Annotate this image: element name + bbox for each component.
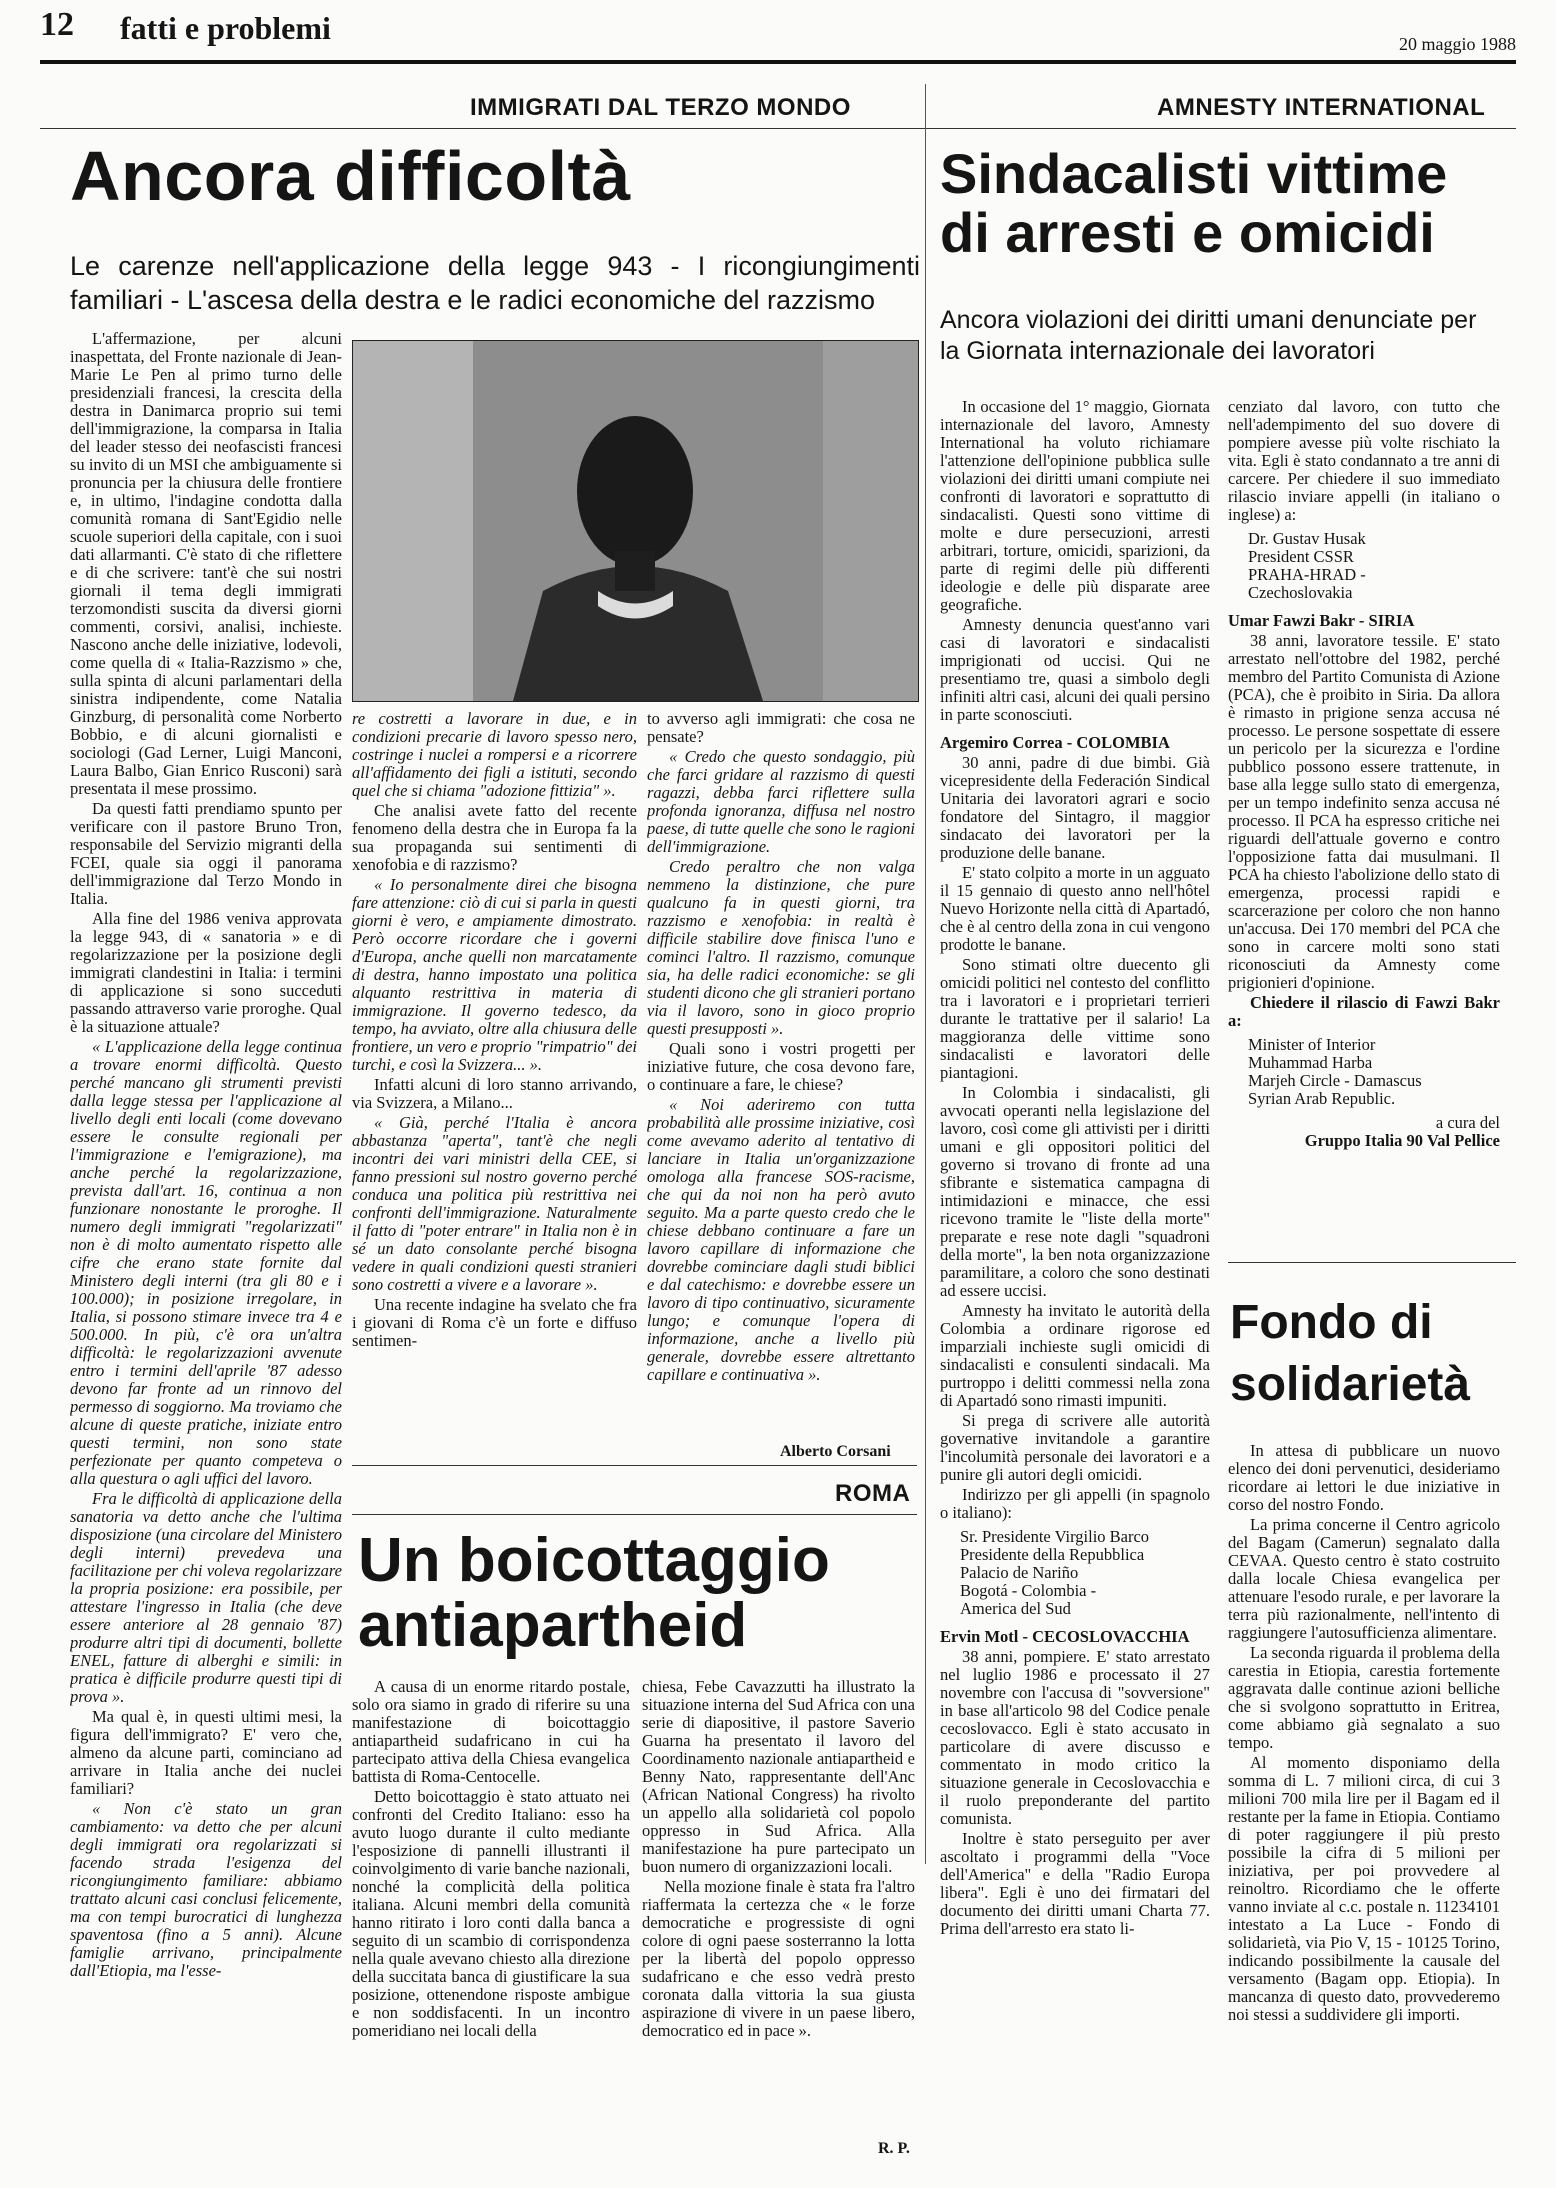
amnesty-credit-prefix: a cura del xyxy=(1435,1113,1500,1132)
paragraph: In occasione del 1° maggio, Giornata internazionale del lavoro, Amnesty International ha voluto richiamare l'attenzione dell'opinione pubblica sulle violazioni dei diritti umani compiute nei confronti di lavoratori e soprattutto di sindacalisti. Questi sono vittime di molte e dure persecuzioni, arresti arbitrari, torture, omicidi, sparizioni, da parte di regimi delle più differenti ideologie e delle più disparate aree geografiche. xyxy=(940,398,1210,614)
paragraph: La seconda riguarda il problema della carestia in Etiopia, carestia fortemente aggravata dalle continue azioni belliche che si svolgono soprattutto in Eritrea, come abbiamo già segnalato a suo tempo. xyxy=(1228,1643,1500,1752)
paragraph: Da questi fatti prendiamo spunto per verificare con il pastore Bruno Tron, responsabile del Servizio migranti della FCEI, quale sia oggi il panorama dell'immigrazione dal Terzo Mondo in Italia. xyxy=(70,799,342,908)
immigrati-column-1 xyxy=(70,330,342,2170)
paragraph: Detto boicottaggio è stato attuato nei confronti del Credito Italiano: esso ha avuto luogo durante il culto mediante l'esposizione di pannelli illustranti il coinvolgimento di varie banche nazionali, nonché la complicità della politica italiana. Alcuni membri della comunità hanno ritirato i loro conti dalla banca a seguito di un scambio di corrispondenza nella quale avevano chiesto alla direzione della succitata banca di giustificare la sua posizione, ottenendone risposte ambigue e non soddisfacenti. In un incontro pomeridiano nei locali della xyxy=(352,1787,630,2040)
address-line: Minister of Interior xyxy=(1248,1035,1376,1054)
paragraph: « L'applicazione della legge continua a trovare enormi difficoltà. Questo perché mancano gli strumenti previsti dalla legge stessa per l'applicazione al livello degli enti locali (come dovevano essere le consulte regionali per l'immigrazione e l'emigrazione), ma anche perché la regolarizzazione, prevista dall'art. 16, continua a non funzionare nonostante le proroghe. Il numero degli immigrati "regolarizzati" non è di molto aumentato rispetto alle cifre che erano state fornite dal Ministero degli interni (tra gli 80 e i 100.000); in posizione irregolare, in Italia, si possono stimare invece tra 4 e 500.000. In più, c'è ora un'altra difficoltà: le regolarizzazioni avvenute entro i termini dell'aprile '87 adesso devono far fronte ad un rinnovo del permesso di soggiorno. Ma troviamo che alcune di queste pratiche, iniziate entro questi termini, non sono state perfezionate per quanto competeva o alla questura o agli uffici del lavoro. xyxy=(70,1037,342,1488)
paragraph: Che analisi avete fatto del recente fenomeno della destra che in Europa fa la sua propaganda sui sentimenti di xenofobia e di razzismo? xyxy=(352,801,637,874)
section-title: fatti e problemi xyxy=(120,10,331,46)
paragraph: 38 anni, lavoratore tessile. E' stato arrestato nell'ottobre del 1982, perché membro del Partito Comunista di Azione (PCA), che è proibito in Siria. Da allora è rimasto in prigione senza accusa né processo. Le persone sospettate di essere un pericolo per la sicurezza e l'ordine pubblico possono essere trattenute, in base alla legge sullo stato di emergenza, per un tempo indefinito senza accusa né processo. Il PCA ha espresso critiche nei riguardi dell'attuale governo e contro l'opposizione fatta dai musulmani. Il PCA ha chiesto l'abolizione dello stato di emergenza, processi rapidi e scarcerazione per coloro che non hanno un'accusa. Dei 170 membri del PCA che sono in carcere molti sono stati riconosciuti da Amnesty come prigionieri d'opinione. xyxy=(1228,631,1500,992)
address-line: Marjeh Circle - Damascus xyxy=(1248,1071,1422,1090)
address-line: Muhammad Harba xyxy=(1248,1053,1373,1072)
amnesty-kicker: AMNESTY INTERNATIONAL xyxy=(1157,94,1486,121)
paragraph: Quali sono i vostri progetti per iniziative future, che cosa devono fare, o continuare a fare, le chiese? xyxy=(647,1039,915,1094)
case-title-czechoslovakia: Ervin Motl - CECOSLOVACCHIA xyxy=(940,1627,1190,1646)
paragraph: Indirizzo per gli appelli (in spagnolo o italiano): xyxy=(940,1485,1210,1522)
paragraph: In Colombia i sindacalisti, gli avvocati operanti nella legislazione del lavoro, così come gli attivisti per i diritti umani e gli oppositori politici del governo si trovano di fronte ad una sfibrante e sistematica campagna di intimidazioni e minacce, che essi ricevono tramite le "liste della morte" preparate e rese note dagli "squadroni della morte", la ben nota organizzazione paramilitare, a coloro che sono destinati ad essere uccisi. xyxy=(940,1083,1210,1300)
masthead-rule xyxy=(40,60,1516,64)
fondo-rule xyxy=(1228,1262,1516,1263)
fondo-headline-line-2: solidarietà xyxy=(1230,1358,1471,1412)
paragraph: re costretti a lavorare in due, e in condizioni precarie di lavoro spesso nero, costringe i nuclei a rompersi e a ricorrere all'affidamento dei figli a istituti, secondo quel che si chiama "adozione fittizia" ». xyxy=(352,710,637,800)
address-line: America del Sud xyxy=(960,1599,1071,1618)
paragraph: Amnesty ha invitato le autorità della Colombia a ordinare rigorose ed imparziali inchieste sugli omicidi di sindacalisti e consulenti sindacali. Ma purtroppo i delitti commessi nella zona di Apartadó sono rimasti impuniti. xyxy=(940,1301,1210,1410)
immigrati-subhead: Le carenze nell'applicazione della legge 943 - I ricongiungimenti familiari - L'ascesa della destra e le radici economiche del razzismo xyxy=(70,251,920,315)
issue-date: 20 maggio 1988 xyxy=(1399,34,1516,54)
amnesty-column-1 xyxy=(940,398,1210,2188)
paragraph: Infatti alcuni di loro stanno arrivando, via Svizzera, a Milano... xyxy=(352,1075,637,1112)
masthead xyxy=(40,4,1516,58)
kicker-rule xyxy=(40,128,1516,129)
address-line: Syrian Arab Republic. xyxy=(1248,1089,1396,1108)
roma-headline-line-2: antiapartheid xyxy=(358,1591,748,1661)
roma-column-1 xyxy=(352,1678,630,2168)
page-number: 12 xyxy=(40,6,74,43)
portrait-photo xyxy=(352,340,919,702)
paragraph: « Io personalmente direi che bisogna fare attenzione: ciò di cui si parla in questi giorni è vero, e ampiamente dimostrato. Però occorre ricordare che i governi d'Europa, anche quelli non marcatamente di destra, hanno impostato una politica alquanto restrittiva in materia di immigrazione. Il governo tedesco, da tempo, ha avviato, oltre alla chiusura delle frontiere, un vero e proprio "rimpatrio" dei turchi, e così la Svizzera... ». xyxy=(352,875,637,1074)
amnesty-headline xyxy=(940,142,1448,264)
immigrati-column-3 xyxy=(647,710,915,1440)
paragraph: Nella mozione finale è stata fra l'altro riaffermata la certezza che « le forze democratiche e progressiste di ogni colore di ogni paese sosterranno la lotta per la libertà del popolo oppresso sudafricano e che esso vedrà presto coronata dalla vittoria la sua giusta aspirazione di vivere in un paese libero, democratico ed in pace ». xyxy=(642,1877,915,2040)
amnesty-headline-line-2: di arresti e omicidi xyxy=(940,200,1435,264)
amnesty-column-2 xyxy=(1228,398,1500,1258)
paragraph: A causa di un enorme ritardo postale, solo ora siamo in grado di riferire su una manifestazione di boicottaggio antiapartheid sudafricano in cui ha partecipato attiva della Chiesa evangelica battista di Roma-Centocelle. xyxy=(352,1678,630,1786)
paragraph: Inoltre è stato perseguito per aver ascoltato i programmi della "Voce dell'America" e della "Radio Europa libera". Egli è uno dei firmatari del documento dei diritti umani Charta 77. Prima dell'arresto era stato li- xyxy=(940,1829,1210,1938)
case-title-colombia: Argemiro Correa - COLOMBIA xyxy=(940,733,1170,752)
address-line: Palacio de Nariño xyxy=(960,1563,1079,1582)
roma-kicker: ROMA xyxy=(835,1480,911,1507)
paragraph: Alla fine del 1986 veniva approvata la legge 943, di « sanatoria » e di regolarizzazione per la posizione degli immigrati clandestini in Italia: i termini di applicazione si sono succeduti passando attraverso varie proroghe. Qual è la situazione attuale? xyxy=(70,909,342,1036)
paragraph: In attesa di pubblicare un nuovo elenco dei doni pervenutici, desideriamo ricordare ai lettori le due iniziative in corso del nostro Fondo. xyxy=(1228,1442,1500,1514)
case-title-syria: Umar Fawzi Bakr - SIRIA xyxy=(1228,611,1415,630)
immigrati-kicker: IMMIGRATI DAL TERZO MONDO xyxy=(470,94,851,121)
fondo-headline-line-1: Fondo di xyxy=(1230,1296,1433,1349)
amnesty-credit: Gruppo Italia 90 Val Pellice xyxy=(1304,1131,1500,1150)
amnesty-headline-line-1: Sindacalisti vittime xyxy=(940,142,1448,205)
immigrati-headline: Ancora difficoltà xyxy=(70,137,631,215)
syria-address xyxy=(1248,1036,1500,1108)
paragraph: 30 anni, padre di due bimbi. Già vicepresidente della Federación Sindical Unitaria dei lavoratori agrari e socio fondatore del Sintagro, il maggior sindacato dei lavoratori per la produzione delle banane. xyxy=(940,753,1210,862)
address-line: Presidente della Repubblica xyxy=(960,1545,1145,1564)
portrait-photo-image xyxy=(353,341,918,701)
address-line: Czechoslovakia xyxy=(1248,583,1353,602)
colombia-address xyxy=(960,1528,1210,1618)
amnesty-subhead: Ancora violazioni dei diritti umani denunciate per la Giornata internazionale dei lavoratori xyxy=(940,306,1477,366)
address-line: PRAHA-HRAD - xyxy=(1248,565,1366,584)
fondo-headline xyxy=(1230,1292,1470,1417)
paragraph: chiesa, Febe Cavazzutti ha illustrato la situazione interna del Sud Africa con una serie di diapositive, il pastore Saverio Guarna ha presentato il lavoro del Coordinamento nazionale antiapartheid e Benny Nato, rappresentante dell'Anc (African National Congress) ha rivolto un appello alla solidarietà col popolo oppresso in Sud Africa. Alla manifestazione ha pure partecipato un buon numero di organizzazioni locali. xyxy=(642,1678,915,1876)
paragraph: Credo peraltro che non valga nemmeno la distinzione, che pure qualcuno fa in questi giorni, tra razzismo e xenofobia: in realtà è difficile stabilire dove finisca l'uno e cominci l'altro. Il razzismo, comunque sia, ha delle radici economiche: se gli studenti dicono che gli stranieri portano via il lavoro, sono in gioco proprio questi presupposti ». xyxy=(647,857,915,1038)
paragraph: Fra le difficoltà di applicazione della sanatoria va detto anche che l'ultima disposizione (una circolare del Ministero degli interni) prevedeva una facilitazione per chi voleva regolarizzare la propria posizione: era possibile, per attestare l'ingresso in Italia (che deve essere anteriore al 28 gennaio '87) produrre altri tipi di documenti, bollette ENEL, fatture di alberghi e simili: in pratica è difficile produrre questi tipi di prova ». xyxy=(70,1489,342,1706)
paragraph: « Noi aderiremo con tutta probabilità alle prossime iniziative, così come avevamo aderito al tentativo di lanciare in Italia un'organizzazione omologa alla francese SOS-racisme, che qui da noi non ha però avuto seguito. Ma a parte questo credo che le chiese debbano continuare a fare un lavoro capillare di informazione che dovrebbe cominciare dagli studi biblici e dal catechismo: e dovrebbe essere un lavoro di tipo continuativo, sicuramente lungo; e comunque l'opera di informazione, anche a livello più generale, dovrebbe essere altrettanto capillare e continuativa ». xyxy=(647,1095,915,1384)
roma-rule xyxy=(352,1465,917,1466)
paragraph: cenziato dal lavoro, con tutto che nell'adempimento del suo dovere di pompiere avesse più volte rischiato la vita. Egli è stato condannato a tre anni di carcere. Per chiedere il suo immediato rilascio inviare appelli (in italiano o inglese) a: xyxy=(1228,398,1500,524)
paragraph: « Non c'è stato un gran cambiamento: va detto che per alcuni degli immigrati ora regolarizzati si facendo strada l'esigenza del ricongiungimento familiare: abbiamo trattato alcuni casi conclusi felicemente, ma con tempi burocratici di lunghezza spaventosa (fino a 5 anni). Alcune famiglie arrivano, principalmente dall'Etiopia, ma l'esse- xyxy=(70,1799,342,1980)
paragraph: Amnesty denuncia quest'anno vari casi di lavoratori e sindacalisti imprigionati od uccisi. Qui ne presentiamo tre, quasi a simbolo degli infiniti altri casi, alcuni dei quali persino in parte sconosciuti. xyxy=(940,615,1210,724)
paragraph: Ma qual è, in questi ultimi mesi, la figura dell'immigrato? E' vero che, almeno da alcune parti, cominciano ad arrivare in Italia anche dei nuclei familiari? xyxy=(70,1707,342,1798)
paragraph: to avverso agli immigrati: che cosa ne pensate? xyxy=(647,710,915,746)
paragraph: « Credo che questo sondaggio, più che farci gridare al razzismo di questi ragazzi, debba farci riflettere sulla profonda ignoranza, diffusa nel nostro paese, di tutte quelle che sono le ragioni dell'immigrazione. xyxy=(647,747,915,856)
czech-address xyxy=(1248,530,1500,602)
roma-headline-line-1: Un boicottaggio xyxy=(358,1526,830,1595)
paragraph: Sono stimati oltre duecento gli omicidi politici nel contesto del conflitto tra i lavoratori e i proprietari terrieri durante le trattative per il salario! La maggioranza delle vittime sono sindacalisti e lavoratori delle piantagioni. xyxy=(940,955,1210,1082)
roma-headline xyxy=(358,1526,830,1661)
fondo-column xyxy=(1228,1442,1500,2177)
paragraph: L'affermazione, per alcuni inaspettata, del Fronte nazionale di Jean-Marie Le Pen al primo turno delle presidenziali francesi, la crescita della destra in Danimarca proprio sui temi dell'immigrazione, la comparsa in Italia del leader stesso dei neofascisti francesi su invito di un MSI che ambiguamente si pronuncia per la chiusura delle frontiere e, in ultimo, l'indagine condotta dalla comunità romana di Sant'Egidio nelle scuole superiori della capitale, con i suoi dati allarmanti. C'è stato di che riflettere e di che scrivere: tant'è che sui nostri giornali il tema degli immigrati terzomondisti suscita da diversi giorni commenti, corsivi, analisi, inchieste. Nascono anche delle iniziative, lodevoli, come quella di « Italia-Razzismo » che, sulla spinta di alcuni parlamentari della sinistra indipendente, come Natalia Ginzburg, di personalità come Norberto Bobbio, e di alcuni giornalisti e sociologi (Gad Lerner, Luigi Manconi, Laura Balbo, Gian Enrico Rusconi) sarà presentata il mese prossimo. xyxy=(70,330,342,798)
paragraph: Si prega di scrivere alle autorità governative invitandole a garantire l'incolumità personale dei lavoratori e a punire gli autori degli omicidi. xyxy=(940,1411,1210,1484)
paragraph: Chiedere il rilascio di Fawzi Bakr a: xyxy=(1228,993,1500,1030)
column-divider xyxy=(925,84,926,1864)
roma-byline: R. P. xyxy=(878,2140,910,2157)
roma-column-2 xyxy=(642,1678,915,2130)
immigrati-column-2 xyxy=(352,710,637,1520)
paragraph: Una recente indagine ha svelato che fra i giovani di Roma c'è un forte e diffuso sentimen- xyxy=(352,1295,637,1350)
paragraph: La prima concerne il Centro agricolo del Bagam (Camerun) segnalato dalla CEVAA. Questo centro è stato costruito dalla locale Chiesa evangelica per attenuare l'esodo rurale, e per lavorare la terra più razionalmente, nell'intento di raggiungere l'autosufficienza alimentare. xyxy=(1228,1515,1500,1642)
paragraph: Al momento disponiamo della somma di L. 7 milioni circa, di cui 3 milioni 700 mila lire per il Bagam ed il restante per la fame in Etiopia. Contiamo di poter raggiungere il più presto possibile la cifra di 5 milioni per iniziativa, per poi provvedere al reinoltro. Ricordiamo che le offerte vanno inviate al c.c. postale n. 11234101 intestato a La Luce - Fondo di solidarietà, via Pio V, 15 - 10125 Torino, indicando possibilmente la causale del versamento (Bagam opp. Etiopia). In mancanza di questo dato, provvederemo noi stessi a suddividere gli importi. xyxy=(1228,1753,1500,2024)
address-line: Sr. Presidente Virgilio Barco xyxy=(960,1527,1150,1546)
immigrati-byline: Alberto Corsani xyxy=(780,1443,891,1460)
address-line: President CSSR xyxy=(1248,547,1354,566)
address-line: Bogotá - Colombia - xyxy=(960,1581,1097,1600)
paragraph: 38 anni, pompiere. E' stato arrestato nel luglio 1986 e processato il 27 novembre con l'accusa di "sovversione" in base all'articolo 98 del Codice penale cecoslovacco. Egli è stato accusato in particolare di avere discusso e commentato in modo critico la situazione generale in Cecoslovacchia e il ruolo preponderante del partito comunista. xyxy=(940,1647,1210,1828)
address-line: Dr. Gustav Husak xyxy=(1248,529,1366,548)
roma-kicker-rule xyxy=(352,1514,917,1515)
paragraph: E' stato colpito a morte in un agguato il 15 gennaio di questo anno nell'hôtel Nuevo Horizonte nella città di Apartadó, che è al centro della zona in cui vengono prodotte le banane. xyxy=(940,863,1210,954)
paragraph: « Già, perché l'Italia è ancora abbastanza "aperta", tant'è che negli incontri dei vari ministri della CEE, si fanno pressioni sul nostro governo perché conduca una politica più restrittiva nei confronti dell'immigrazione. Naturalmente il fatto di "poter entrare" in Italia non è in sé un dato consolante perché bisogna vedere in quali condizioni questi stranieri sono costretti a vivere e a lavorare ». xyxy=(352,1113,637,1294)
